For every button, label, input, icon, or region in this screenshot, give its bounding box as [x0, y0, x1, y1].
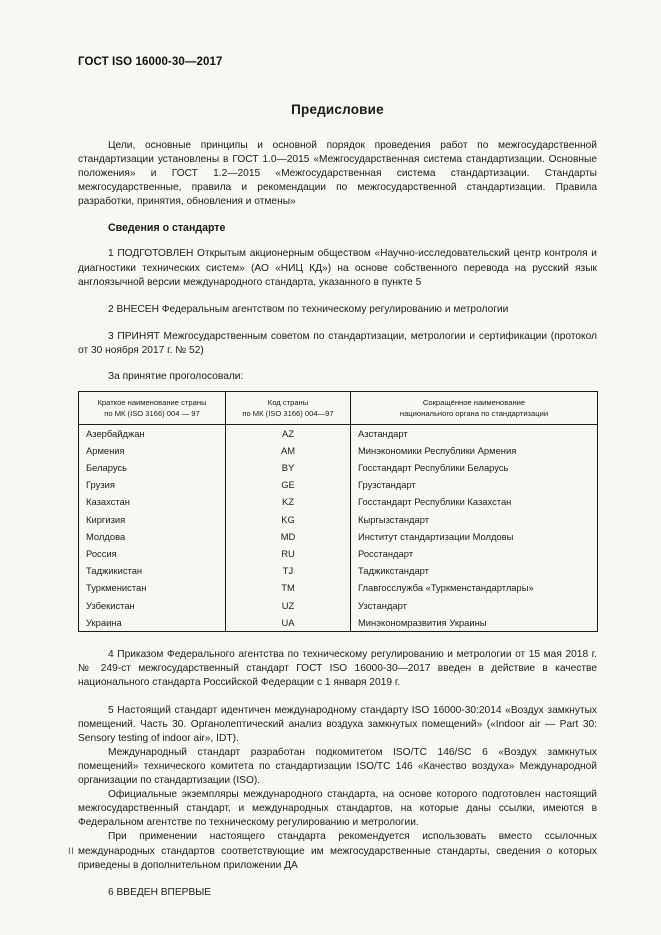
item-4-paragraph: 4 Приказом Федерального агентства по техническому регулированию и метрологии от 15 мая 2018 г. № 249-ст межгосударственный стандарт ГОСТ ISO 16000-30—2017 введен в действие в качестве национального стандарта Российской Федерации с 1 января 2019 г. — [78, 649, 597, 689]
cell-country-code: RU — [226, 545, 351, 562]
cell-country: Азербайджан — [79, 425, 226, 443]
voting-countries-body — [79, 425, 598, 632]
table-row — [79, 614, 598, 632]
paragraph-spacer — [78, 873, 597, 886]
vote-caption: За принятие проголосовали: — [108, 371, 244, 383]
cell-country-code: AM — [226, 442, 351, 459]
column-header-code-line1: Код страны — [267, 398, 309, 408]
cell-country: Киргизия — [79, 511, 226, 528]
column-header-body-line1: Сокращённое наименование — [422, 398, 526, 408]
item-5-sub-paragraph-2: Официальные экземпляры международного стандарта, на основе которого подготовлен настоящий межгосударственный стандарт, и международных стандартов, на которые даны ссылки, имеются в Федеральном агентстве по техническому регулированию и метрологии. — [78, 789, 597, 829]
standard-info-item-3: 3 ПРИНЯТ Межгосударственным советом по стандартизации, метрологии и сертификации (протокол от 30 ноября 2017 г. № 52) — [78, 330, 597, 356]
column-header-country-line2: по МК (ISO 3166) 004 — 97 — [104, 409, 200, 419]
table-row — [79, 459, 598, 476]
cell-country: Украина — [79, 614, 226, 632]
column-header-code-line2: по МК (ISO 3166) 004—97 — [242, 409, 334, 419]
cell-country-code: TJ — [226, 563, 351, 580]
table-row — [79, 425, 598, 443]
table-row — [79, 545, 598, 562]
cell-national-body: Минэкономики Республики Армения — [358, 444, 517, 456]
standard-info-item-2: 2 ВНЕСЕН Федеральным агентством по техническому регулированию и метрологии — [108, 303, 509, 315]
column-header-country — [79, 392, 226, 425]
table-row — [79, 511, 598, 528]
table-row — [79, 563, 598, 580]
item-5-sub-paragraph-1: Международный стандарт разработан подкомитетом ISO/TC 146/SC 6 «Воздух замкнутых помещений» технического комитета по стандартизации ISO/TC 146 «Качество воздуха» Международной организации по стандартизации (ISO). — [78, 746, 597, 787]
cell-national-body: Госстандарт Республики Казахстан — [358, 496, 512, 508]
cell-national-body: Госстандарт Республики Беларусь — [358, 462, 509, 473]
table-row — [79, 442, 598, 459]
standard-info-item-1: 1 ПОДГОТОВЛЕН Открытым акционерным обществом «Научно-исследовательский центр контроля и диагностики технических систем» (АО «НИЦ КД») на основе собственного перевода на русский язык англоязычной версии международного стандарта, указанного в пункте 5 — [78, 248, 597, 288]
cell-country-code: KZ — [226, 494, 351, 511]
cell-national-body: Институт стандартизации Молдовы — [358, 530, 514, 542]
cell-national-body: Главгосслужба «Туркменстандартлары» — [358, 582, 534, 594]
cell-national-body: Кыргызстандарт — [358, 513, 430, 525]
cell-national-body: Грузстандарт — [358, 479, 416, 491]
table-header-row — [79, 392, 598, 425]
cell-country-code: KG — [226, 511, 351, 528]
cell-country-code: UA — [226, 614, 351, 632]
column-header-country-line1: Краткое наименование страны — [97, 398, 207, 408]
column-header-body — [351, 392, 598, 425]
cell-country-code: AZ — [226, 425, 351, 443]
table-row — [79, 477, 598, 494]
cell-country: Таджикистан — [79, 563, 226, 580]
cell-country-code: UZ — [226, 597, 351, 614]
cell-country: Грузия — [79, 477, 226, 494]
page-title: Предисловие — [291, 102, 384, 117]
cell-national-body: Таджикстандарт — [358, 565, 429, 577]
cell-national-body: Росстандарт — [358, 547, 413, 559]
standard-info-heading: Сведения о стандарте — [108, 222, 226, 235]
intro-paragraph: Цели, основные принципы и основной порядок проведения работ по межгосударственной стандартизации установлены в ГОСТ 1.0—2015 «Межгосударственная система стандартизации. Основные положения» и ГОСТ 1.2—2015 «Межгосударственная система стандартизации. Стандарты межгосударственные, правила и рекомендации по межгосударственной стандартизации. Правила разработки, принятия, обновления и отмены» — [78, 140, 597, 208]
item-5-paragraph: 5 Настоящий стандарт идентичен международному стандарту ISO 16000-30:2014 «Воздух замкнутых помещений. Часть 30. Органолептический анализ воздуха замкнутых помещений» («Indoor air — Part 30: Sensory testing of indoor air», IDT). — [78, 704, 597, 744]
voting-countries-table — [78, 391, 598, 632]
item-5-sub-paragraph-3: При применении настоящего стандарта рекомендуется использовать вместо ссылочных международных стандартов соответствующие им межгосударственные стандарты, сведения о которых приведены в дополнительном приложении ДА — [78, 831, 597, 871]
cell-country: Армения — [79, 442, 226, 459]
running-head: ГОСТ ISO 16000-30—2017 — [78, 56, 223, 68]
cell-country-code: MD — [226, 528, 351, 545]
cell-country-code: TM — [226, 580, 351, 597]
table-row — [79, 494, 598, 511]
table-row — [79, 597, 598, 614]
column-header-code — [226, 392, 351, 425]
table-row — [79, 528, 598, 545]
cell-country: Беларусь — [79, 459, 226, 476]
item-6-paragraph: 6 ВВЕДЕН ВПЕРВЫЕ — [108, 886, 212, 898]
page-number: II — [68, 846, 75, 857]
cell-country-code: BY — [226, 459, 351, 476]
table-row — [79, 580, 598, 597]
cell-country: Узбекистан — [79, 597, 226, 614]
cell-country: Казахстан — [79, 494, 226, 511]
column-header-body-line2: национального органа по стандартизации — [399, 409, 549, 419]
cell-national-body: Минэкономразвития Украины — [358, 616, 487, 628]
cell-national-body: Узстандарт — [358, 599, 407, 611]
cell-national-body: Азстандарт — [358, 427, 408, 439]
cell-country-code: GE — [226, 477, 351, 494]
cell-country: Россия — [79, 545, 226, 562]
cell-country: Туркменистан — [79, 580, 226, 597]
item-5-group — [78, 704, 597, 873]
cell-country: Молдова — [79, 528, 226, 545]
